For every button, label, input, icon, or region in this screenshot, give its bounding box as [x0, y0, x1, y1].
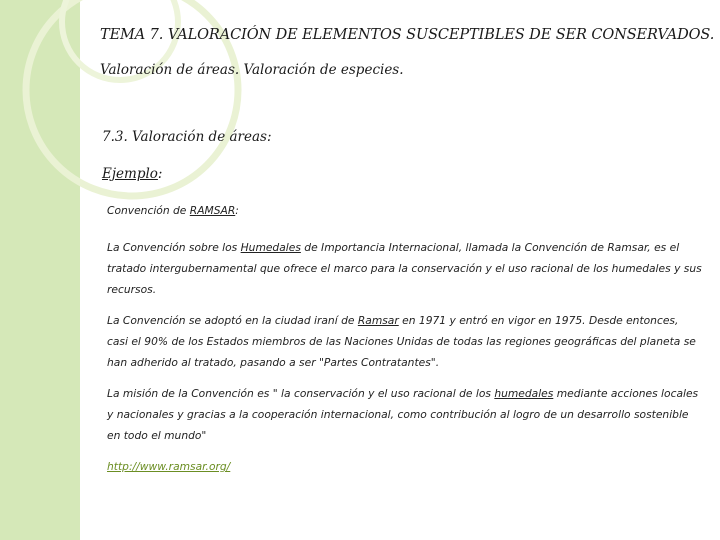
body-content	[107, 200, 702, 487]
paragraph-url	[107, 456, 702, 477]
paragraph-history-after: en 1971 y entró en vigor en 1975. Desde entonces, casi el 90% de los Estados miembros de las Naciones Unidas de todas las regiones geográficas del planeta se han adherido al tratado, pasando a ser "Partes Contratantes".	[107, 314, 696, 369]
humedales-mission-link[interactable]: humedales	[494, 387, 554, 400]
paragraph-history	[107, 310, 702, 373]
example-label-colon: :	[157, 166, 163, 182]
example-label-text: Ejemplo	[102, 166, 158, 182]
section-heading: 7.3. Valoración de áreas:	[102, 129, 272, 145]
slide-title: TEMA 7. VALORACIÓN DE ELEMENTOS SUSCEPTIBLES DE SER CONSERVADOS.	[100, 27, 715, 43]
ramsar-url-link[interactable]: http://www.ramsar.org/	[107, 460, 231, 473]
humedales-link[interactable]: Humedales	[240, 241, 301, 254]
example-label	[102, 166, 162, 182]
paragraph-history-before: La Convención se adoptó en la ciudad iraní de	[107, 314, 358, 327]
side-decor-strip	[0, 0, 80, 540]
paragraph-convention-after: :	[235, 204, 239, 217]
paragraph-convention	[107, 200, 702, 221]
paragraph-mission-after: mediante acciones locales y nacionales y gracias a la cooperación internacional, como contribución al logro de un desarrollo sostenible en todo el mundo"	[107, 387, 699, 442]
slide-subtitle: Valoración de áreas. Valoración de especies.	[100, 62, 404, 78]
paragraph-definition	[107, 237, 702, 300]
ramsar-city-link[interactable]: Ramsar	[357, 314, 399, 327]
paragraph-mission	[107, 383, 702, 446]
paragraph-convention-before: Convención de	[107, 204, 190, 217]
paragraph-definition-after: de Importancia Internacional, llamada la Convención de Ramsar, es el tratado intergubernamental que ofrece el marco para la conservación y el uso racional de los humedales y sus recursos.	[107, 241, 702, 296]
paragraph-mission-before: La misión de la Convención es " la conservación y el uso racional de los	[107, 387, 495, 400]
ramsar-link[interactable]: RAMSAR	[189, 204, 236, 217]
paragraph-definition-before: La Convención sobre los	[107, 241, 241, 254]
